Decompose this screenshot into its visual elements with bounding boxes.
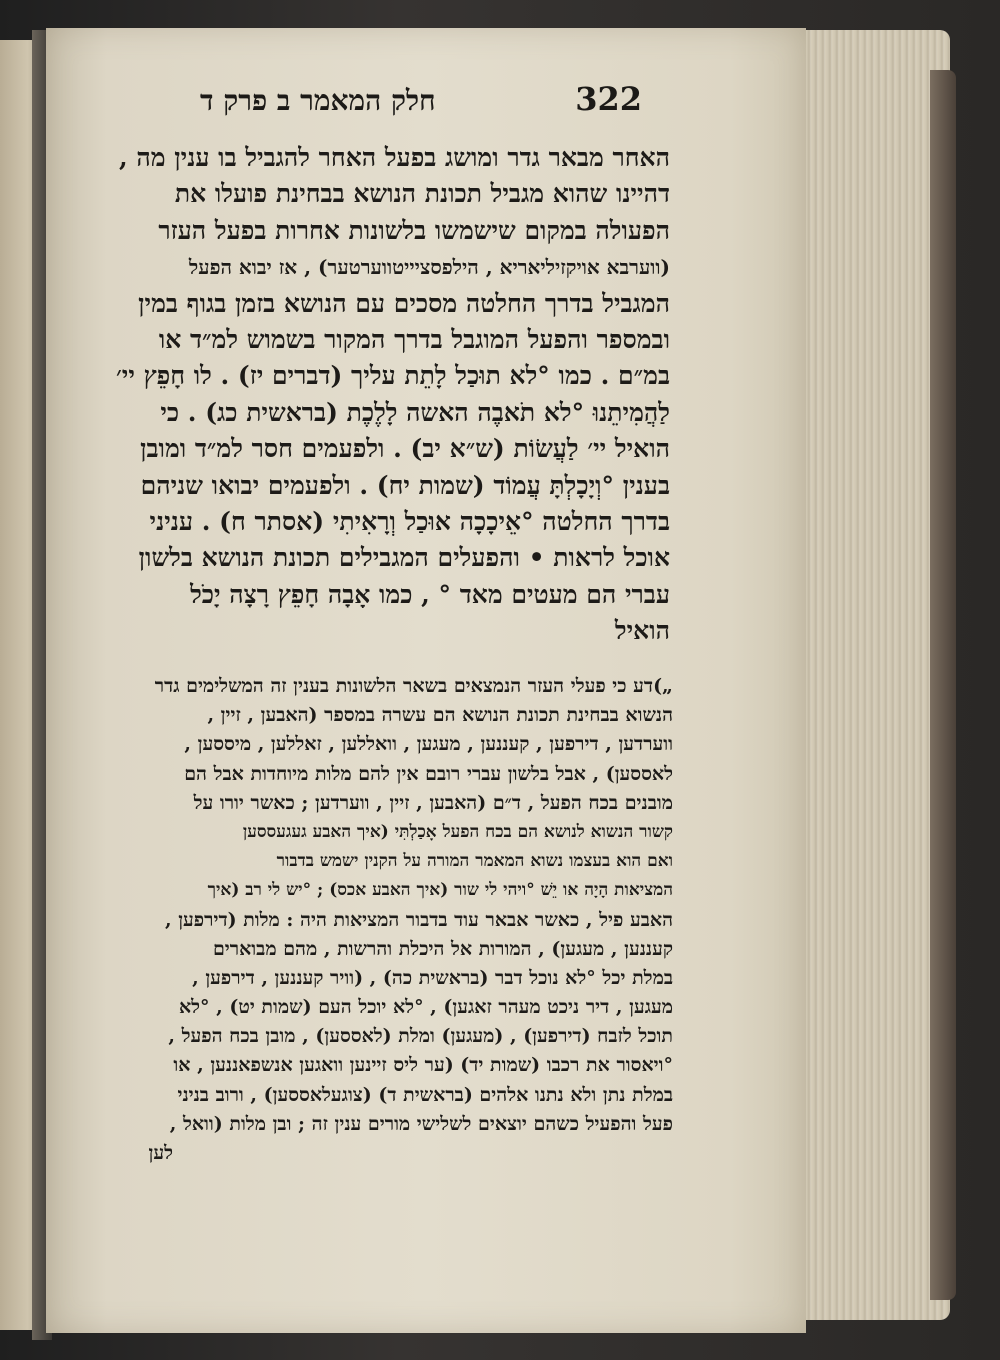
text-line: האחר מבאר גדר ומושג בפעל האחר להגביל בו ענין מה , bbox=[118, 143, 670, 172]
footnote-line: ווערדען , דירפען , קעננען , מעגען , וואללען , זאללען , מיססען , bbox=[184, 733, 673, 756]
footnote-line: „)דע כי פעלי העזר הנמצאים בשאר הלשונות בענין זה המשלימים גדר bbox=[154, 675, 673, 697]
footnote-line: קעננען , מעגען) , המורות אל היכלת והרשות , מהם מבוארים bbox=[212, 937, 673, 960]
main-text-block bbox=[86, 140, 670, 649]
footnote-line: המציאות הָיָה או יֵשׁ °ויהי לי שור (איך האבע אכס) ; °יש לי רב (איך bbox=[207, 880, 673, 901]
footnote-line: תוכל לזבח (דירפען) , (מעגען) ומלת (לאססען) , מובן בכח הפעל , bbox=[168, 1025, 673, 1048]
footnote-catchword: לען bbox=[148, 1142, 173, 1164]
book-cover-edge bbox=[930, 70, 956, 1300]
footnote-line: מעגען , דיר ניכט מעהר זאגען) , °לא יוכל העם (שמות יט) , °לא bbox=[178, 996, 673, 1019]
page-header bbox=[200, 80, 660, 130]
text-line: לַהֲמִיתֵנוּ °לא תֹאבֶה האשה לָלֶכֶת (בראשית כג) . כי bbox=[160, 397, 670, 427]
footnote-line: לאססען) , אבל בלשון עברי רובם אין להם מלות מיוחדות אבל הם bbox=[184, 762, 673, 785]
footnote-line: °ויאסור את רכבו (שמות יד) (ער ליס זיינען וואגען אנשפאננען , או bbox=[173, 1054, 673, 1077]
footnote-block bbox=[88, 672, 673, 1168]
text-line: בענין °וְיָכָלְתָּ עֲמוֹד (שמות יח) . ולפעמים יבואו שניהם bbox=[140, 470, 670, 500]
footnote-line: פעל והפעיל כשהם יוצאים לשלישי מורים ענין זה ; ובן מלות (וואל , bbox=[169, 1112, 673, 1135]
running-head: חלק המאמר ב פרק ד bbox=[200, 84, 436, 117]
text-line: הואיל יי׳ לַעֲשׂוֹת (ש״א יב) . ולפעמים חסר למ״ד ומובן bbox=[140, 434, 670, 464]
footnote-line: ואם הוא בעצמו נשוא המאמר המורה על הקנין ישמש בדבור bbox=[276, 851, 673, 872]
footnote-line: במלת יכל °לא נוכל דבר (בראשית כה) , (וויר קעננען , דירפען , bbox=[192, 966, 673, 989]
footnote-line: במלת נתן ולא נתנו אלהים (בראשית ד) (צוגעלאססען) , ורוב בניני bbox=[177, 1083, 673, 1106]
text-line: (ווערבא אויקזיליאריא , הילפסציייטווערטער) , אז יבוא הפעל bbox=[188, 255, 670, 280]
text-line: הפעולה במקום שישמשו בלשונות אחרות בפעל העזר bbox=[158, 215, 670, 245]
footnote-line: קשור הנשוא לנושא הם בכח הפעל אָכַלְתִּי (איך האבע געגעססען bbox=[242, 821, 673, 842]
text-line: במ״ם . כמו °לא תוּכַל לָתֵת עליך (דברים יז) . לו חָפֵץ יי׳ bbox=[115, 361, 670, 391]
footnote-line: מובנים בכח הפעל , ד״ם (האבען , זיין , ווערדען ; כאשר יורו על bbox=[193, 791, 673, 814]
text-line: עברי הם מעטים מאד ° , כמו אָבָה חָפֵץ רָצָה יָכֹל bbox=[190, 579, 670, 609]
text-line: ובמספר והפעל המוגבל בדרך המקור בשמוש למ״ד או bbox=[158, 324, 670, 354]
page-number: 322 bbox=[575, 80, 642, 118]
text-line: אוכל לראות • והפעלים המגבילים תכונת הנושא בלשון bbox=[138, 543, 670, 573]
page-block-edges bbox=[790, 30, 950, 1320]
footnote-line: האבע פיל , כאשר אבאר עוד בדבור המציאות היה : מלות (דירפען , bbox=[164, 908, 673, 931]
text-line-catchword: הואיל bbox=[614, 616, 670, 646]
text-line: דהיינו שהוא מגביל תכונת הנושא בבחינת פועלו את bbox=[174, 179, 670, 209]
text-line: המגביל בדרך החלטה מסכים עם הנושא בזמן בגוף במין bbox=[138, 288, 670, 318]
text-line: בדרך החלטה °אֵיכָכָה אוּכַל וְרָאִיתִי (אסתר ח) . עניני bbox=[149, 506, 670, 536]
footnote-line: הנשוא בבחינת תכונת הנושא הם עשרה במספר (האבען , זיין , bbox=[207, 704, 673, 727]
